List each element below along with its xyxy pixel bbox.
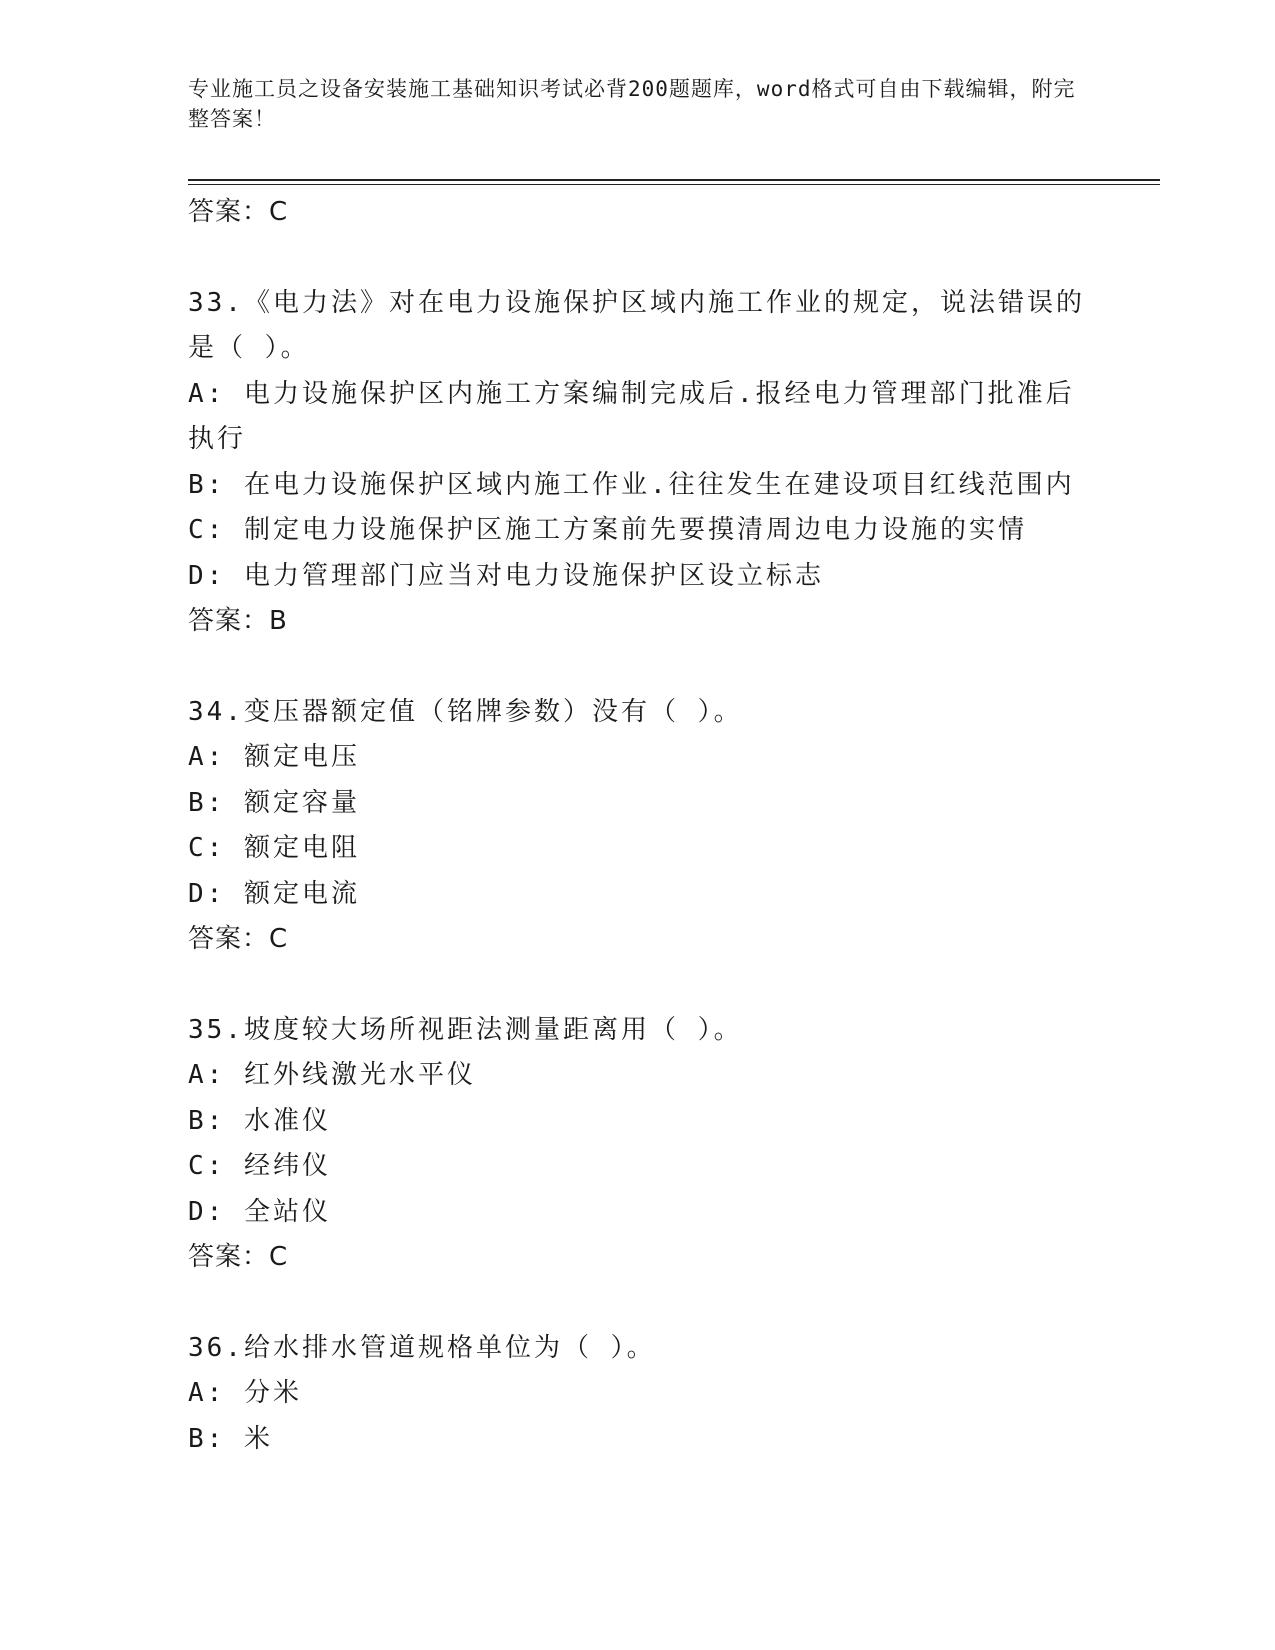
option-b: B: 在电力设施保护区域内施工作业.往往发生在建设项目红线范围内 (188, 469, 1075, 500)
answer-line: 答案：C (188, 924, 289, 954)
option-a: A: 电力设施保护区内施工方案编制完成后.报经电力管理部门批准后执行 (188, 378, 1075, 454)
question-36 (188, 1326, 1088, 1463)
option-c: C: 额定电阻 (188, 833, 360, 863)
option-c: C: 制定电力设施保护区施工方案前先要摸清周边电力设施的实情 (188, 515, 1027, 545)
answer-line: 答案：C (188, 1242, 289, 1272)
question-stem: 36.给水排水管道规格单位为（ ）。 (188, 1332, 656, 1363)
option-d: D: 电力管理部门应当对电力设施保护区设立标志 (188, 560, 824, 591)
option-c: C: 经纬仪 (188, 1151, 331, 1181)
document-header (188, 74, 1088, 134)
question-stem: 33.《电力法》对在电力设施保护区域内施工作业的规定，说法错误的是（ ）。 (188, 287, 1085, 363)
header-divider (188, 179, 1160, 181)
document-title: 专业施工员之设备安装施工基础知识考试必背200题题库，word格式可自由下载编辑，附完整答案！ (188, 77, 1076, 131)
question-stem: 35.坡度较大场所视距法测量距离用（ ）。 (188, 1014, 743, 1045)
option-d: D: 额定电流 (188, 878, 360, 909)
option-a: A: 额定电压 (188, 742, 360, 772)
question-35 (188, 1008, 1088, 1281)
option-b: B: 米 (188, 1423, 273, 1454)
option-a: A: 红外线激光水平仪 (188, 1060, 476, 1090)
question-stem: 34.变压器额定值（铭牌参数）没有（ ）。 (188, 696, 743, 727)
question-34 (188, 690, 1088, 963)
question-33 (188, 281, 1088, 645)
header-divider-thin (188, 184, 1160, 185)
option-a: A: 分米 (188, 1378, 302, 1408)
answer-line: 答案：B (188, 606, 288, 636)
option-d: D: 全站仪 (188, 1196, 331, 1227)
question-list (188, 190, 1088, 1462)
option-b: B: 额定容量 (188, 787, 360, 818)
answer-line: 答案：C (188, 197, 289, 227)
option-b: B: 水准仪 (188, 1105, 331, 1136)
